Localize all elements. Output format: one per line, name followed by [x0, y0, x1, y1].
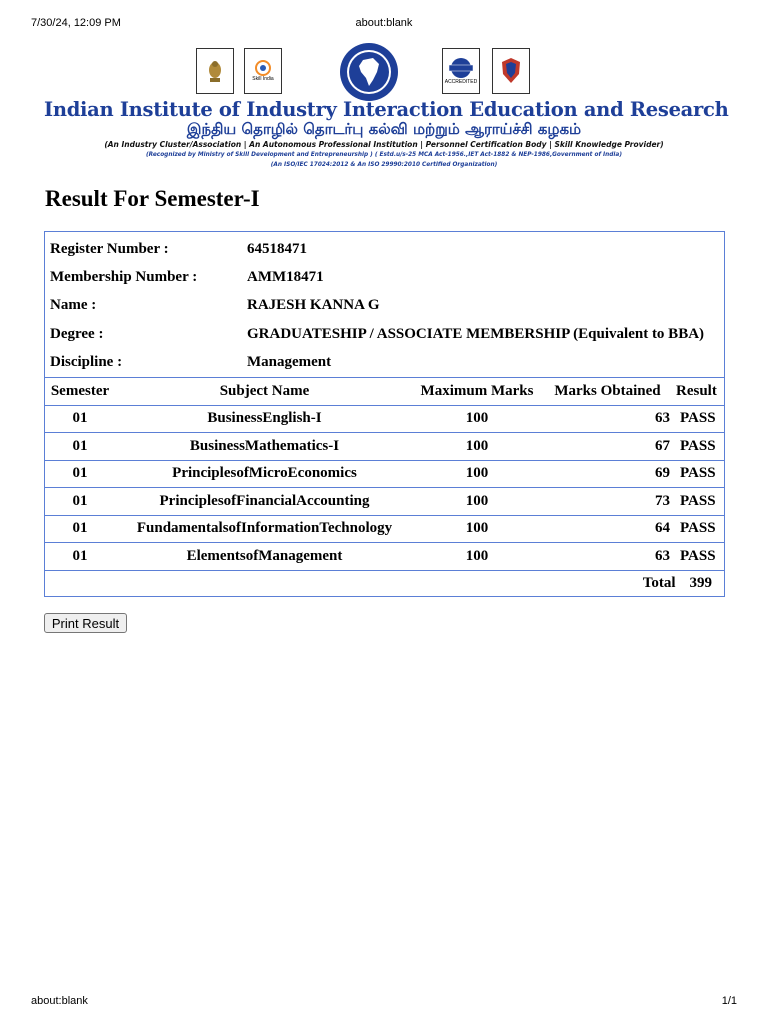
lion-capital-icon	[204, 56, 226, 86]
cell-marks-obtained: 73	[541, 488, 674, 516]
certification-shield-logo	[492, 48, 530, 94]
cell-subject: BusinessEnglish-I	[116, 405, 413, 433]
membership-label: Membership Number :	[50, 269, 198, 285]
header-max-marks: Maximum Marks	[413, 378, 541, 406]
total-row	[44, 570, 725, 597]
cell-max-marks: 100	[413, 460, 541, 488]
institute-iso: (An ISO/IEC 17024:2012 & An ISO 29990:2010 Certified Organization)	[270, 162, 498, 168]
cell-max-marks: 100	[413, 405, 541, 433]
skill-india-icon	[255, 60, 271, 76]
cell-marks-obtained: 63	[541, 405, 674, 433]
institute-tagline: (An Industry Cluster/Association | An Autonomous Professional Institution | Personnel Certification Body | Skill Knowledge Provider)	[104, 140, 664, 149]
cell-subject: FundamentalsofInformationTechnology	[116, 515, 413, 543]
table-row	[44, 405, 725, 433]
table-row	[44, 433, 725, 461]
cell-result: PASS	[674, 433, 725, 461]
table-row	[44, 543, 725, 571]
accredited-logo	[442, 48, 480, 94]
print-url-bottom: about:blank	[31, 995, 88, 1007]
cell-max-marks: 100	[413, 433, 541, 461]
name-label: Name :	[50, 297, 97, 313]
cell-semester: 01	[44, 488, 116, 516]
header-semester: Semester	[44, 378, 116, 406]
print-page-number: 1/1	[721, 995, 737, 1007]
cell-semester: 01	[44, 543, 116, 571]
header-marks-obtained: Marks Obtained	[541, 378, 674, 406]
degree-value: GRADUATESHIP / ASSOCIATE MEMBERSHIP (Equivalent to BBA)	[247, 326, 705, 342]
cell-marks-obtained: 69	[541, 460, 674, 488]
table-row	[44, 460, 725, 488]
cell-max-marks: 100	[413, 515, 541, 543]
total-label: Total	[642, 575, 676, 592]
cell-result: PASS	[674, 543, 725, 571]
result-card	[44, 231, 725, 597]
register-value: 64518471	[247, 241, 307, 257]
cell-semester: 01	[44, 515, 116, 543]
cell-semester: 01	[44, 460, 116, 488]
cell-max-marks: 100	[413, 488, 541, 516]
degree-label: Degree :	[50, 326, 104, 342]
page-title: Result For Semester-I	[45, 186, 260, 211]
print-datetime: 7/30/24, 12:09 PM	[31, 17, 121, 29]
header-result: Result	[674, 378, 725, 406]
total-value: 399	[689, 575, 712, 592]
cell-semester: 01	[44, 433, 116, 461]
discipline-value: Management	[247, 354, 332, 370]
institute-recognition: (Recognized by Ministry of Skill Development and Entrepreneurship ) ( Estd.u/s-25 MCA Act-1956.,IET Act-1882 & NEP-1986,Government of India)	[146, 152, 622, 158]
table-row	[44, 515, 725, 543]
accredited-text: ACCREDITED	[444, 79, 478, 85]
discipline-label: Discipline :	[50, 354, 123, 370]
table-row	[44, 488, 725, 516]
cell-result: PASS	[674, 405, 725, 433]
cell-marks-obtained: 64	[541, 515, 674, 543]
accredited-badge-icon	[447, 57, 475, 79]
cell-result: PASS	[674, 515, 725, 543]
cell-max-marks: 100	[413, 543, 541, 571]
cell-subject: PrinciplesofFinancialAccounting	[116, 488, 413, 516]
cell-result: PASS	[674, 488, 725, 516]
total-cell	[44, 570, 725, 597]
skill-india-text: Skill India	[252, 76, 274, 82]
membership-value: AMM18471	[247, 269, 324, 285]
institute-name: Indian Institute of Industry Interaction Education and Research	[44, 98, 729, 121]
cell-marks-obtained: 63	[541, 543, 674, 571]
marks-table-header	[44, 378, 725, 406]
marks-table	[44, 377, 725, 597]
print-url-top: about:blank	[355, 17, 413, 29]
shield-icon	[500, 56, 522, 86]
institute-seal-icon	[339, 42, 399, 102]
cell-semester: 01	[44, 405, 116, 433]
register-label: Register Number :	[50, 241, 169, 257]
cell-marks-obtained: 67	[541, 433, 674, 461]
name-value: RAJESH KANNA G	[247, 297, 380, 313]
national-emblem-logo	[196, 48, 234, 94]
cell-result: PASS	[674, 460, 725, 488]
skill-india-logo	[244, 48, 282, 94]
header-subject: Subject Name	[116, 378, 413, 406]
institute-banner	[44, 42, 729, 174]
cell-subject: PrinciplesofMicroEconomics	[116, 460, 413, 488]
print-result-button[interactable]: Print Result	[44, 613, 127, 633]
institute-name-tamil: இந்திய தொழில் தொடர்பு கல்வி மற்றும் ஆராய்ச்சி கழகம்	[186, 120, 582, 138]
cell-subject: BusinessMathematics-I	[116, 433, 413, 461]
cell-subject: ElementsofManagement	[116, 543, 413, 571]
